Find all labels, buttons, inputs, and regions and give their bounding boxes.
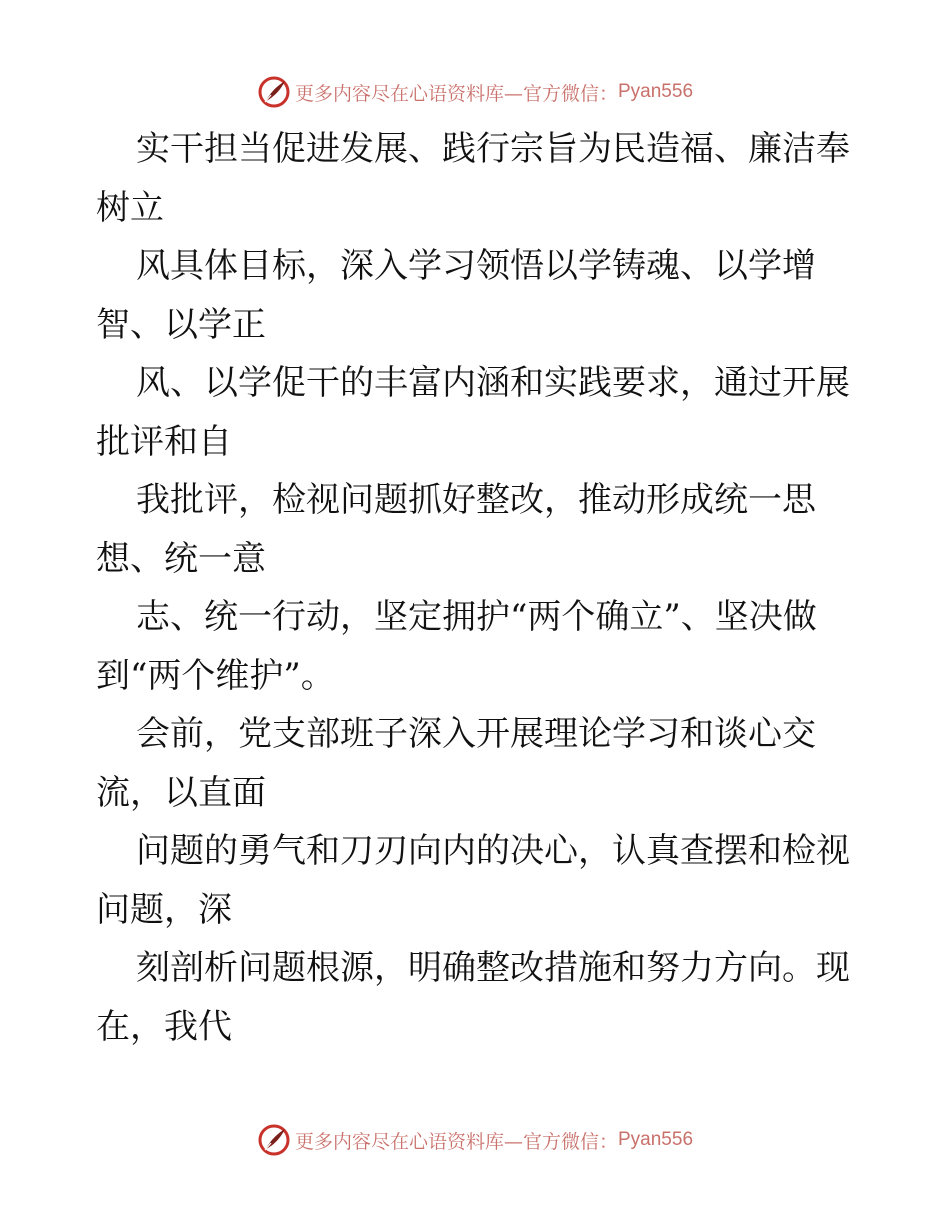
footer-banner <box>0 1120 950 1160</box>
footer-banner-text: 更多内容尽在心语资料库—官方微信： <box>294 1130 618 1153</box>
text-line: 风、以学促干的丰富内涵和实践要求，通过开展 <box>136 363 850 403</box>
text-line: 在，我代 <box>96 1006 232 1047</box>
header-wechat-id: Pyan556 <box>618 81 694 102</box>
footer-wechat-id: Pyan556 <box>618 1129 694 1150</box>
text-line: 风具体目标，深入学习领悟以学铸魂、以学增 <box>136 246 816 286</box>
text-line: 问题，深 <box>96 889 232 930</box>
header-banner <box>0 72 950 112</box>
text-line: 我批评，检视问题抓好整改，推动形成统一思 <box>136 480 816 520</box>
text-line: 智、以学正 <box>96 304 266 345</box>
text-line: 会前，党支部班子深入开展理论学习和谈心交 <box>136 714 816 754</box>
text-line: 问题的勇气和刀刃向内的决心，认真查摆和检视 <box>136 831 850 871</box>
quill-logo-icon <box>257 1123 291 1157</box>
text-line: 刻剖析问题根源，明确整改措施和努力方向。现 <box>136 948 850 988</box>
text-line: 树立 <box>96 187 164 228</box>
text-line: 志、统一行动，坚定拥护“两个确立”、坚决做 <box>136 597 817 637</box>
document-body <box>96 120 856 1056</box>
text-line: 到“两个维护”。 <box>96 655 335 696</box>
text-line: 想、统一意 <box>96 538 266 579</box>
quill-logo-icon <box>257 75 291 109</box>
text-line: 实干担当促进发展、践行宗旨为民造福、廉洁奉 <box>136 129 850 169</box>
text-line: 流，以直面 <box>96 772 266 813</box>
header-banner-text: 更多内容尽在心语资料库—官方微信： <box>294 82 618 105</box>
text-line: 批评和自 <box>96 421 232 462</box>
